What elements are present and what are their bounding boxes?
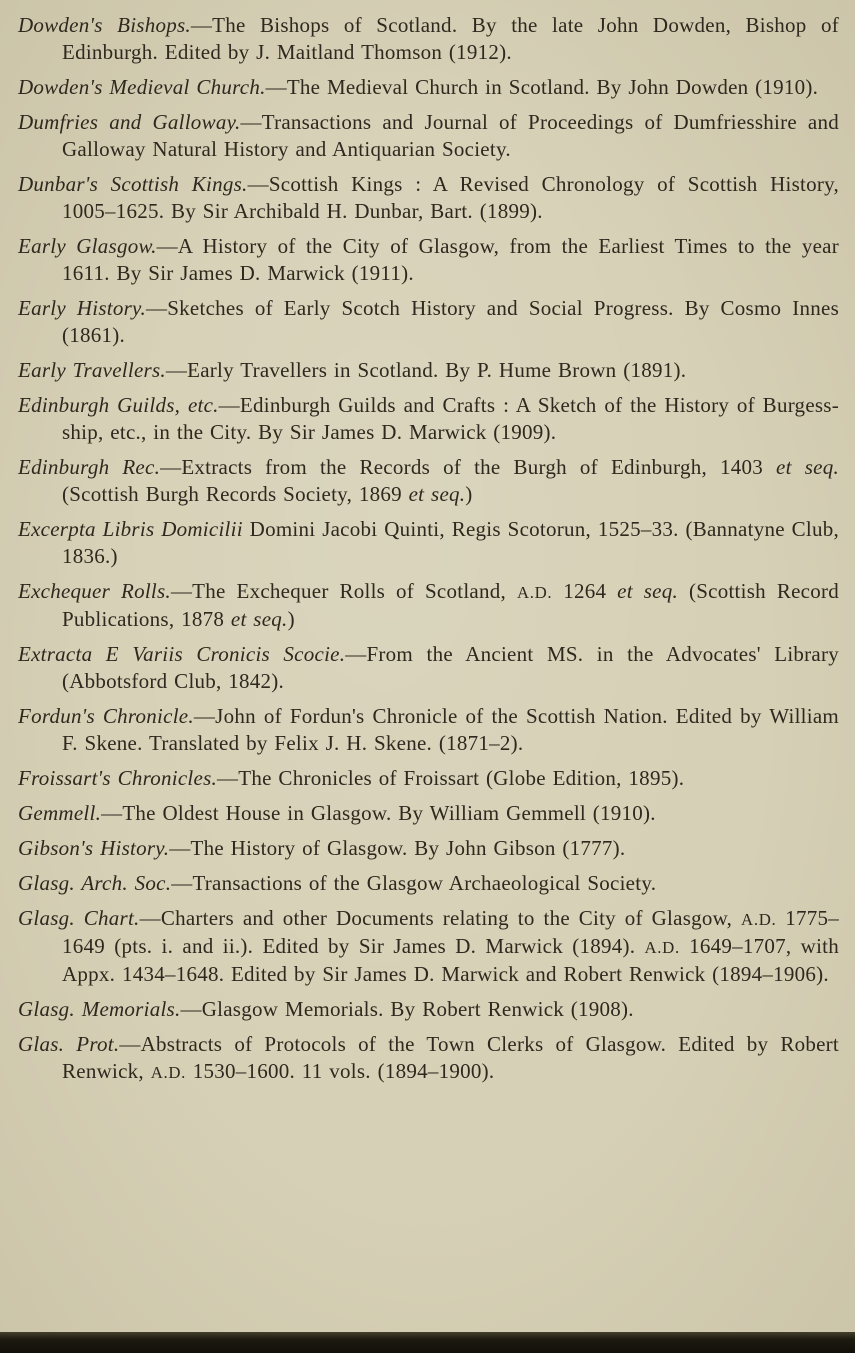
entry-text: —Edinburgh Guilds and Crafts : A Sketch of the History of Burgess-ship, etc., in the City. By Sir James D. Marwick (1909).	[62, 393, 839, 444]
entry-text: —Abstracts of Protocols of the Town Clerks of Glasgow. Edited by Robert Renwick,	[62, 1032, 840, 1083]
entry-abbreviation: Froissart's Chronicles.	[18, 766, 218, 790]
entry-abbreviation: Glasg. Chart.	[18, 906, 140, 930]
entry-text: —Glasgow Memorials. By Robert Renwick (1908).	[180, 997, 634, 1021]
entry-text: —The History of Glasgow. By John Gibson (1777).	[169, 836, 626, 860]
entry-text: —The Exchequer Rolls of Scotland,	[170, 579, 517, 603]
entry-abbreviation: Dumfries and Galloway.	[18, 110, 241, 134]
entry-text: A.D.	[644, 938, 680, 957]
entry-text: —The Oldest House in Glasgow. By William Gemmell (1910).	[101, 801, 656, 825]
entry-abbreviation: Edinburgh Rec.	[18, 455, 161, 479]
entry-text: Domini Jacobi Quinti, Regis Scotorun, 1525–33. (Bannatyne Club, 1836.)	[62, 517, 839, 568]
bibliography-entry	[18, 703, 839, 757]
bibliography-entry	[18, 171, 839, 225]
entry-abbreviation: Early Glasgow.	[18, 234, 157, 258]
scan-edge-bar	[0, 1332, 855, 1353]
entry-abbreviation: Excerpta Libris Domicilii	[18, 517, 243, 541]
entry-abbreviation: Gemmell.	[18, 801, 102, 825]
entry-abbreviation: Glas. Prot.	[18, 1032, 120, 1056]
entry-abbreviation: Early Travellers.	[18, 358, 166, 382]
entry-text: A.D.	[741, 910, 777, 929]
bibliography-entry	[18, 109, 839, 163]
entry-abbreviation: et seq.	[408, 482, 466, 506]
entry-text: —Sketches of Early Scotch History and Social Progress. By Cosmo Innes (1861).	[62, 296, 839, 347]
entry-abbreviation: Edinburgh Guilds, etc.	[18, 393, 219, 417]
bibliography-entry	[18, 12, 839, 66]
entry-text: —Scottish Kings : A Revised Chronology of Scottish History, 1005–1625. By Sir Archibald H. Dunbar, Bart. (1899).	[62, 172, 839, 223]
entry-abbreviation: Extracta E Variis Cronicis Scocie.	[18, 642, 346, 666]
entry-text: (Scottish Burgh Records Society, 1869	[62, 482, 409, 506]
entry-abbreviation: Gibson's History.	[18, 836, 170, 860]
entry-abbreviation: et seq.	[617, 579, 679, 603]
entry-text: —A History of the City of Glasgow, from the Earliest Times to the year 1611. By Sir James D. Marwick (1911).	[62, 234, 839, 285]
entry-text: —Transactions of the Glasgow Archaeological Society.	[171, 871, 657, 895]
bibliography-entry	[18, 74, 839, 101]
entry-abbreviation: Dowden's Medieval Church.	[18, 75, 266, 99]
entry-text: —Early Travellers in Scotland. By P. Hume Brown (1891).	[165, 358, 687, 382]
bibliography-entry	[18, 765, 839, 792]
entry-abbreviation: et seq.	[230, 607, 288, 631]
entry-text: —Charters and other Documents relating to the City of Glasgow,	[139, 906, 742, 930]
entry-text: —From the Ancient MS. in the Advocates' Library (Abbotsford Club, 1842).	[62, 642, 839, 693]
entry-text: 1530–1600. 11 vols. (1894–1900).	[186, 1059, 495, 1083]
entry-text: (Scottish Record Publications, 1878	[62, 579, 839, 631]
entry-text: A.D.	[150, 1063, 187, 1082]
entry-abbreviation: Dowden's Bishops.	[18, 13, 191, 37]
bibliography-entry	[18, 295, 839, 349]
bibliography-entry	[18, 1031, 839, 1086]
entry-text: 1264	[552, 579, 618, 603]
entry-text: A.D.	[516, 583, 553, 602]
bibliography-entry	[18, 454, 839, 508]
entry-text: —The Medieval Church in Scotland. By John Dowden (1910).	[265, 75, 819, 99]
entry-abbreviation: Dunbar's Scottish Kings.	[18, 172, 248, 196]
entry-abbreviation: Fordun's Chronicle.	[18, 704, 194, 728]
entry-abbreviation: et seq.	[776, 455, 839, 479]
entry-text: —The Bishops of Scotland. By the late John Dowden, Bishop of Edinburgh. Edited by J. Maitland Thomson (1912).	[62, 13, 839, 64]
entry-text: 1775–1649 (pts. i. and ii.). Edited by Sir James D. Marwick (1894).	[62, 906, 839, 958]
entry-abbreviation: Exchequer Rolls.	[18, 579, 171, 603]
bibliography-entry	[18, 516, 839, 570]
entry-abbreviation: Early History.	[18, 296, 146, 320]
entry-text: )	[465, 482, 473, 506]
entry-abbreviation: Glasg. Memorials.	[18, 997, 181, 1021]
bibliography-entry	[18, 800, 839, 827]
entry-text: —The Chronicles of Froissart (Globe Edition, 1895).	[217, 766, 685, 790]
bibliography-entry	[18, 357, 839, 384]
entry-text: —Transactions and Journal of Proceedings of Dumfriesshire and Galloway Natural History and Antiquarian Society.	[62, 110, 839, 161]
bibliography-entry	[18, 835, 839, 862]
entry-text: )	[287, 607, 295, 631]
bibliography-entry	[18, 233, 839, 287]
entry-abbreviation: Glasg. Arch. Soc.	[18, 871, 172, 895]
bibliography-entry	[18, 905, 839, 988]
bibliography-entry	[18, 870, 839, 897]
bibliography-entry	[18, 578, 839, 633]
bibliography-entry	[18, 996, 839, 1023]
bibliography-entry	[18, 392, 839, 446]
entry-text: —John of Fordun's Chronicle of the Scottish Nation. Edited by William F. Skene. Translated by Felix J. H. Skene. (1871–2).	[62, 704, 839, 755]
entry-text: —Extracts from the Records of the Burgh of Edinburgh, 1403	[160, 455, 777, 479]
bibliography-entry	[18, 641, 839, 695]
entry-text: 1649–1707, with Appx. 1434–1648. Edited by Sir James D. Marwick and Robert Renwick (1894–1906).	[62, 934, 839, 986]
